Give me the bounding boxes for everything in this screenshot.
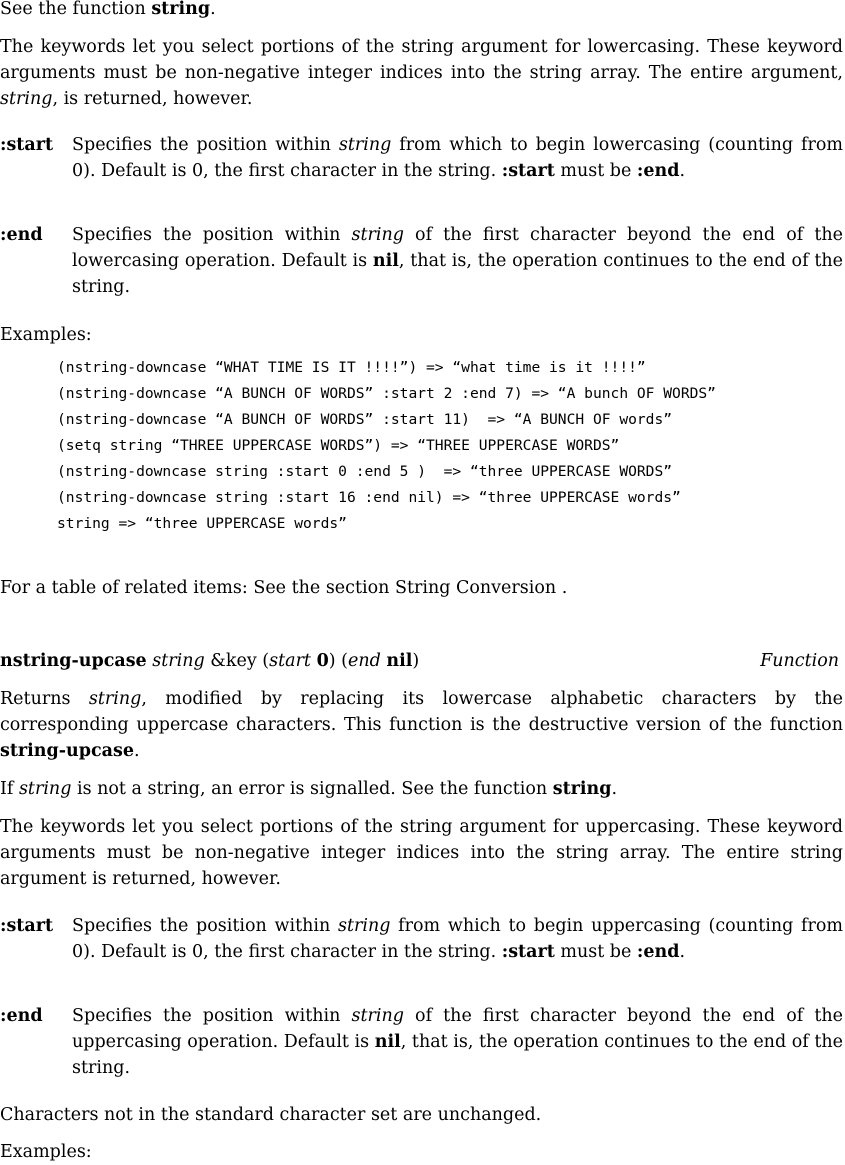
keywords-paragraph-lowercase: The keywords let you select portions of the string argument for lowercasing. These keyword arguments must be non-negative integer indices into the string array. The entire argument, string, is returned, however. [0, 37, 843, 109]
see-function-line: See the function string. [0, 0, 216, 19]
function-ref-string[interactable]: string [151, 0, 211, 19]
keyword-term: :start [0, 135, 54, 155]
code-line: (nstring-downcase string :start 0 :end 5 ) => “three UPPERCASE WORDS” [57, 463, 673, 480]
code-line: (nstring-downcase “A BUNCH OF WORDS” :start 2 :end 7) => “A bunch OF WORDS” [57, 385, 716, 402]
keyword-term: :start [0, 916, 54, 936]
code-line: (nstring-downcase string :start 16 :end nil) => “three UPPERCASE words” [57, 489, 681, 506]
keyword-description: Specifies the position within string from which to begin lowercasing (counting from 0). Default is 0, the first character in the string. :start must be :end. [72, 135, 843, 181]
code-line: string => “three UPPERCASE words” [57, 515, 347, 532]
keyword-description: Specifies the position within string of the first character beyond the end of the lowercasing operation. Default is nil, that is, the operation continues to the end of the string. [72, 225, 843, 297]
error-paragraph: If string is not a string, an error is signalled. See the function string. [0, 779, 618, 799]
related-items-line: For a table of related items: See the section String Conversion . [0, 578, 568, 598]
keyword-description: Specifies the position within string of the first character beyond the end of the uppercasing operation. Default is nil, that is, the operation continues to the end of the string. [72, 1006, 844, 1078]
code-line: (setq string “THREE UPPERCASE WORDS”) => “THREE UPPERCASE WORDS” [57, 437, 620, 454]
returns-paragraph: Returns string, modified by replacing its lowercase alphabetic characters by the corresponding uppercase characters. This function is the destructive version of the function string-upcase. [0, 689, 844, 761]
keyword-description: Specifies the position within string from which to begin uppercasing (counting from 0). Default is 0, the first character in the string. :start must be :end. [72, 916, 843, 962]
code-line: (nstring-downcase “WHAT TIME IS IT !!!!”) => “what time is it !!!!” [57, 359, 646, 376]
characters-note: Characters not in the standard character set are unchanged. [0, 1105, 542, 1125]
keywords-paragraph-uppercase: The keywords let you select portions of the string argument for uppercasing. These keyword arguments must be non-negative integer indices into the string array. The entire string argument is returned, however. [0, 817, 843, 889]
examples-label: Examples: [0, 1142, 92, 1162]
examples-label: Examples: [0, 325, 92, 345]
function-name: nstring-upcase string &key (start 0) (end nil) [0, 651, 420, 671]
function-ref-string[interactable]: string [552, 779, 612, 799]
code-line: (nstring-downcase “A BUNCH OF WORDS” :start 11) => “A BUNCH OF words” [57, 411, 673, 428]
keyword-term: :end [0, 1006, 43, 1026]
function-ref-string-upcase[interactable]: string-upcase [0, 741, 134, 761]
keyword-term: :end [0, 225, 43, 245]
function-signature-header [0, 648, 843, 674]
entry-kind: Function [760, 651, 839, 671]
